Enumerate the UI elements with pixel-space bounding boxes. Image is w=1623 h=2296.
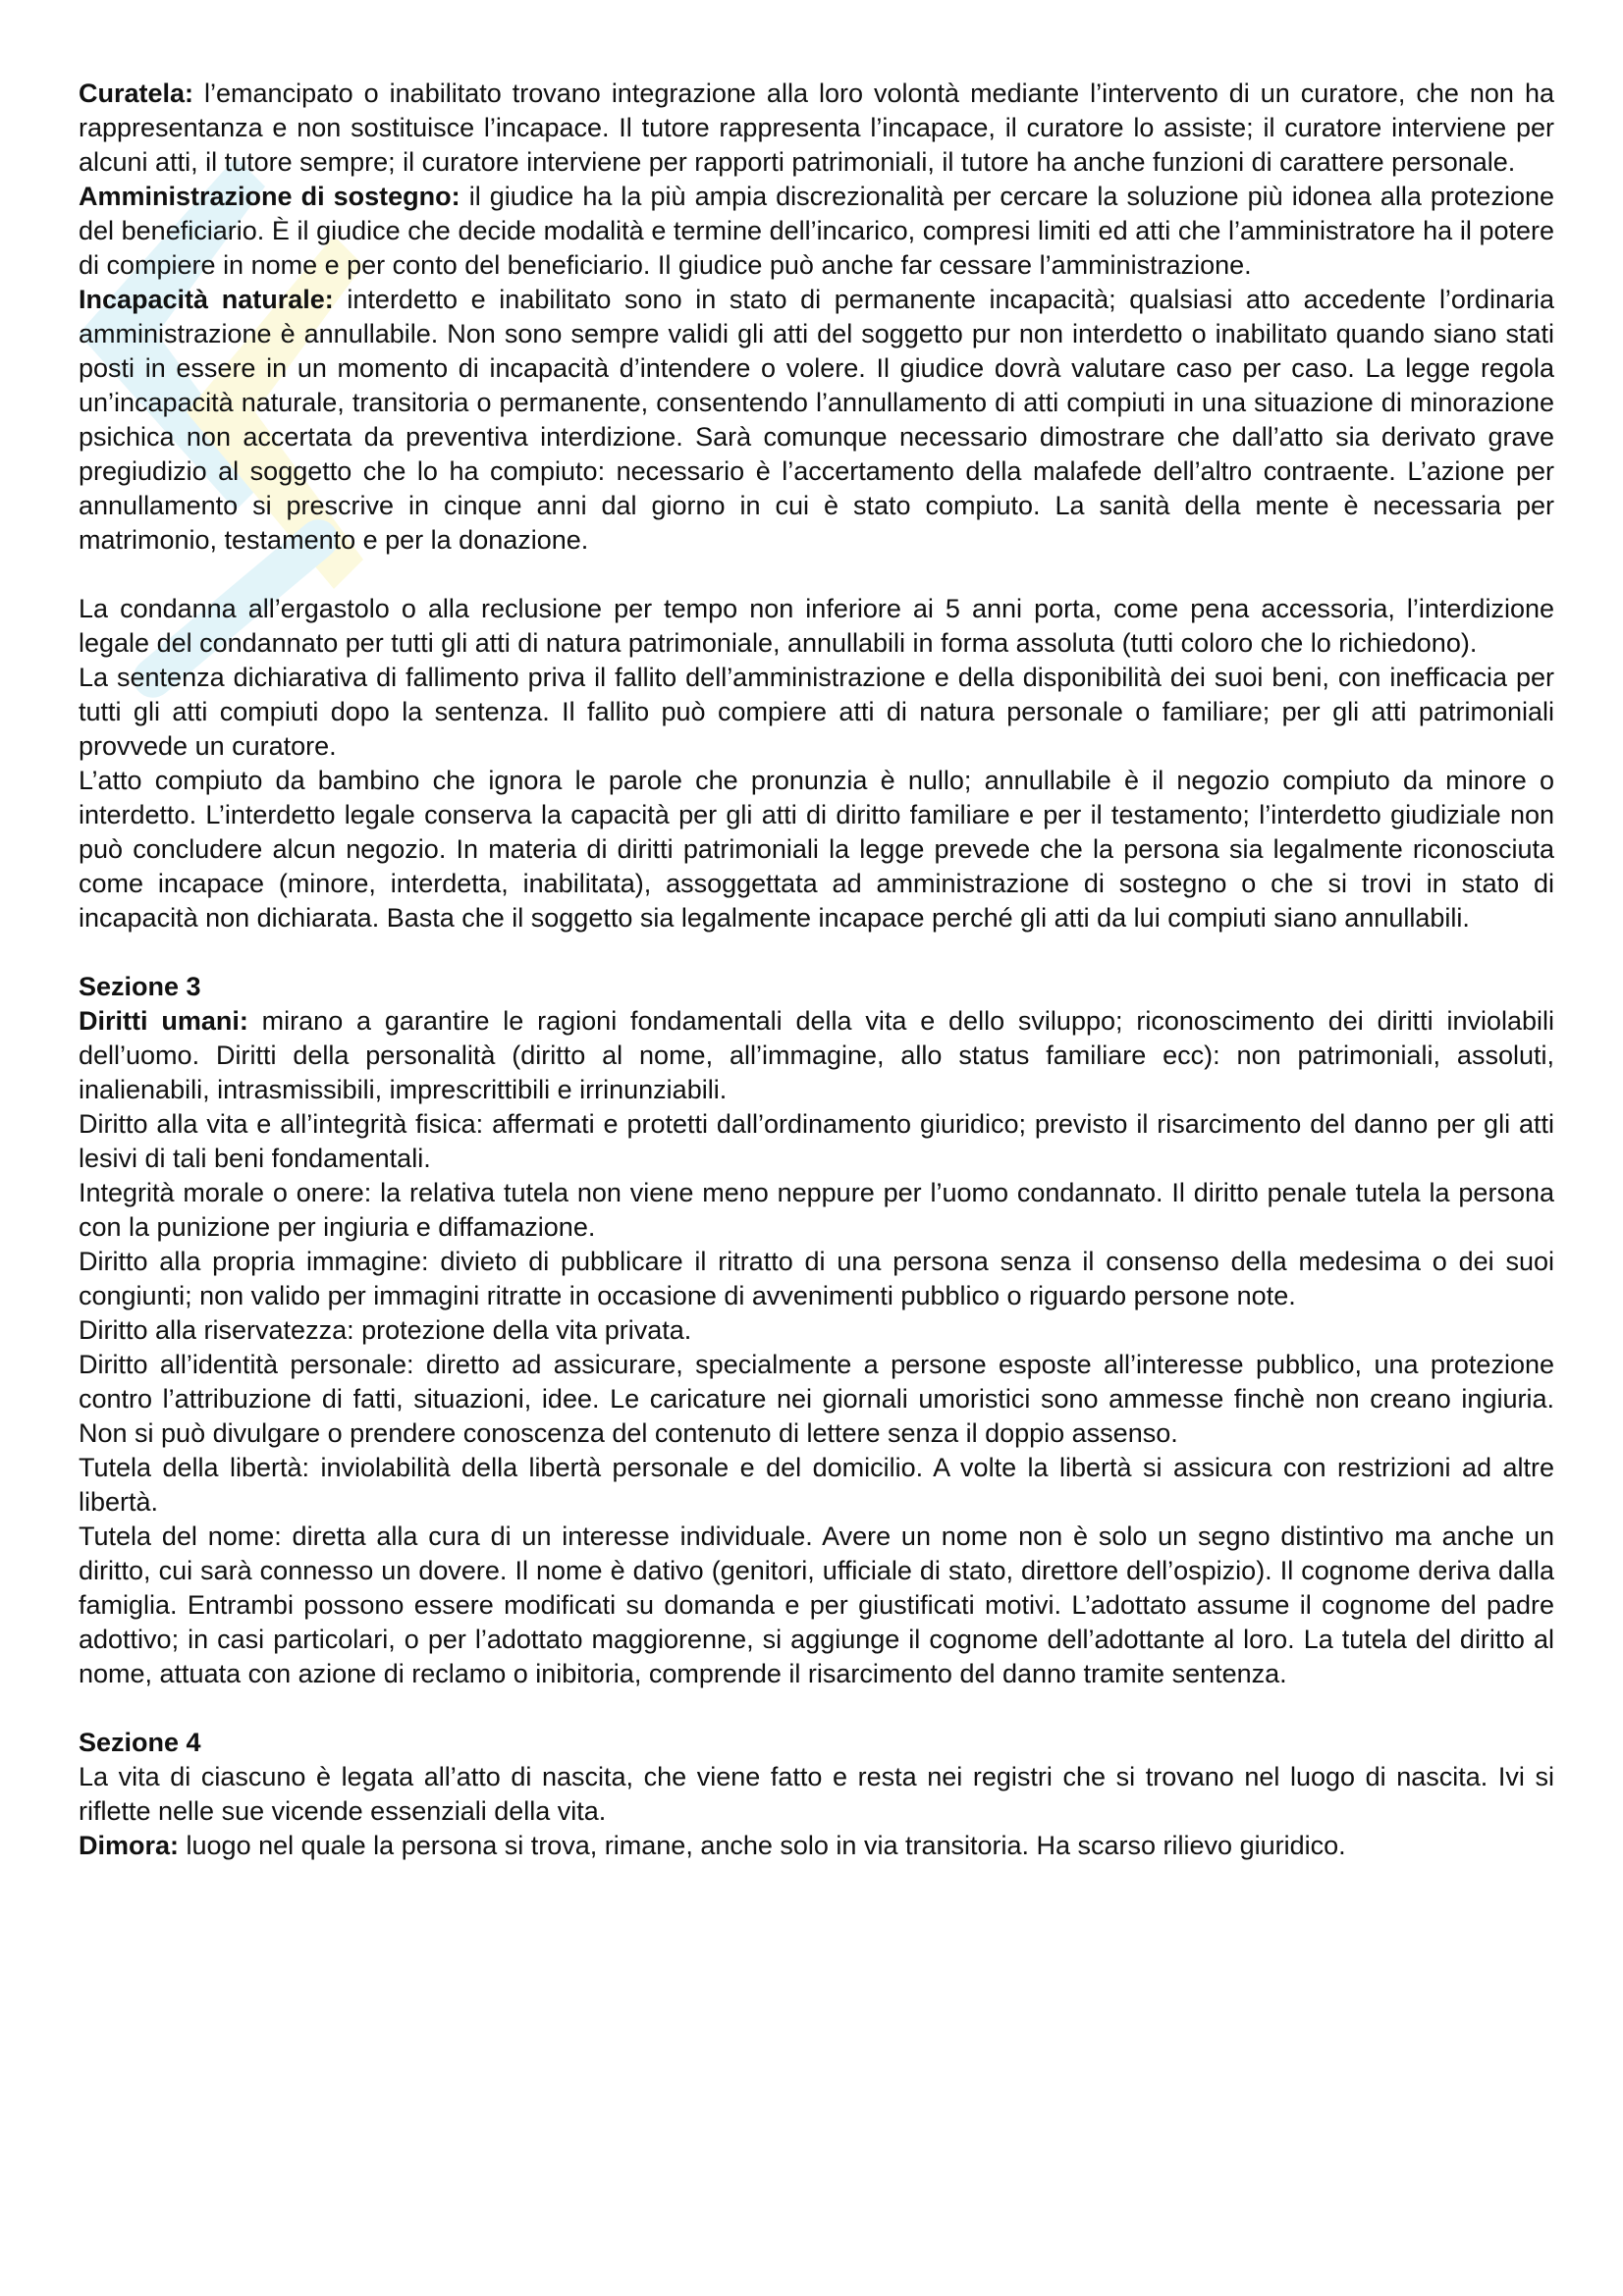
paragraph-diritto-vita: Diritto alla vita e all’integrità fisica: affermati e protetti dall’ordinamento giuridico; previsto il risarcimento del danno per gli atti lesivi di tali beni fondamentali. xyxy=(79,1109,1554,1173)
paragraph-tutela-liberta: Tutela della libertà: inviolabilità della libertà personale e del domicilio. A volte la libertà si assicura con restrizioni ad altre libertà. xyxy=(79,1453,1554,1517)
section-3-heading xyxy=(79,970,1554,1004)
text-amministrazione-sostegno: il giudice ha la più ampia discrezionalità per cercare la soluzione più idonea alla protezione del beneficiario. È il giudice che decide modalità e termine dell’incarico, compresi limiti ed atti che l’amministratore ha il potere di compiere in nome e per conto del beneficiario. Il giudice può anche far cessare l’amministrazione. xyxy=(79,182,1554,280)
paragraph-atto-nascita: La vita di ciascuno è legata all’atto di nascita, che viene fatto e resta nei registri che si trovano nel luogo di nascita. Ivi si riflette nelle sue vicende essenziali della vita. xyxy=(79,1762,1554,1826)
term-diritti-umani: Diritti umani: xyxy=(79,1006,248,1036)
section-3-heading-text: Sezione 3 xyxy=(79,972,201,1001)
section-4-heading-text: Sezione 4 xyxy=(79,1728,201,1757)
paragraph-integrita-morale: Integrità morale o onere: la relativa tutela non viene meno neppure per l’uomo condannato. Il diritto penale tutela la persona con la punizione per ingiuria e diffamazione. xyxy=(79,1178,1554,1242)
paragraph-diritti-umani xyxy=(79,1004,1554,1107)
paragraph-dimora xyxy=(79,1829,1554,1863)
paragraph-condanna: La condanna all’ergastolo o alla reclusione per tempo non inferiore ai 5 anni porta, come pena accessoria, l’interdizione legale del condannato per tutti gli atti di natura patrimoniale, annullabili in forma assoluta (tutti coloro che lo richiedono). xyxy=(79,594,1554,658)
paragraph-incapacita-naturale xyxy=(79,283,1554,558)
spacer xyxy=(79,935,1554,970)
paragraph-atto-bambino: L’atto compiuto da bambino che ignora le parole che pronunzia è nullo; annullabile è il negozio compiuto da minore o interdetto. L’interdetto legale conserva la capacità per gli atti di diritto familiare e per il testamento; l’interdetto giudiziale non può concludere alcun negozio. In materia di diritti patrimoniali la legge prevede che la persona sia legalmente riconosciuta come incapace (minore, interdetta, inabilitata), assoggettata ad amministrazione di sostegno o che si trovi in stato di incapacità non dichiarata. Basta che il soggetto sia legalmente incapace perché gli atti da lui compiuti siano annullabili. xyxy=(79,766,1554,933)
paragraph-amministrazione-sostegno xyxy=(79,180,1554,283)
paragraph-diritto-immagine: Diritto alla propria immagine: divieto di pubblicare il ritratto di una persona senza il consenso della medesima o dei suoi congiunti; non valido per immagini ritratte in occasione di avvenimenti pubblico o riguardo persone note. xyxy=(79,1247,1554,1310)
paragraph-fallimento: La sentenza dichiarativa di fallimento priva il fallito dell’amministrazione e della disponibilità dei suoi beni, con inefficacia per tutti gli atti compiuti dopo la sentenza. Il fallito può compiere atti di natura personale o familiare; per gli atti patrimoniali provvede un curatore. xyxy=(79,663,1554,761)
text-diritti-umani: mirano a garantire le ragioni fondamentali della vita e dello sviluppo; riconoscimento dei diritti inviolabili dell’uomo. Diritti della personalità (diritto al nome, all’immagine, allo status familiare ecc): non patrimoniali, assoluti, inalienabili, intrasmissibili, imprescrittibili e irrinunziabili. xyxy=(79,1006,1554,1104)
spacer xyxy=(79,1691,1554,1726)
term-dimora: Dimora: xyxy=(79,1831,180,1860)
spacer xyxy=(79,558,1554,592)
document-page xyxy=(79,77,1554,1863)
text-curatela: l’emancipato o inabilitato trovano integrazione alla loro volontà mediante l’intervento di un curatore, che non ha rappresentanza e non sostituisce l’incapace. Il tutore rappresenta l’incapace, il curatore lo assiste; il curatore interviene per alcuni atti, il tutore sempre; il curatore interviene per rapporti patrimoniali, il tutore ha anche funzioni di carattere personale. xyxy=(79,79,1554,177)
paragraph-curatela xyxy=(79,77,1554,180)
term-incapacita-naturale: Incapacità naturale: xyxy=(79,285,334,314)
term-amministrazione-sostegno: Amministrazione di sostegno: xyxy=(79,182,460,211)
section-4-heading xyxy=(79,1726,1554,1760)
text-incapacita-naturale: interdetto e inabilitato sono in stato di permanente incapacità; qualsiasi atto accedente l’ordinaria amministrazione è annullabile. Non sono sempre validi gli atti del soggetto pur non interdetto o inabilitato quando siano stati posti in essere in un momento di incapacità d’intendere o volere. Il giudice dovrà valutare caso per caso. La legge regola un’incapacità naturale, transitoria o permanente, consentendo l’annullamento di atti compiuti in una situazione di minorazione psichica non accertata da preventiva interdizione. Sarà comunque necessario dimostrare che dall’atto sia derivato grave pregiudizio al soggetto che lo ha compiuto: necessario è l’accertamento della malafede dell’altro contraente. L’azione per annullamento si prescrive in cinque anni dal giorno in cui è stato compiuto. La sanità della mente è necessaria per matrimonio, testamento e per la donazione. xyxy=(79,285,1554,555)
paragraph-diritto-riservatezza: Diritto alla riservatezza: protezione della vita privata. xyxy=(79,1315,692,1345)
paragraph-identita-personale: Diritto all’identità personale: diretto ad assicurare, specialmente a persone esposte all’interesse pubblico, una protezione contro l’attribuzione di fatti, situazioni, idee. Le caricature nei giornali umoristici sono ammesse finchè non creano ingiuria. Non si può divulgare o prendere conoscenza del contenuto di lettere senza il doppio assenso. xyxy=(79,1350,1554,1448)
term-curatela: Curatela: xyxy=(79,79,194,108)
text-dimora: luogo nel quale la persona si trova, rimane, anche solo in via transitoria. Ha scarso rilievo giuridico. xyxy=(179,1831,1346,1860)
paragraph-tutela-nome: Tutela del nome: diretta alla cura di un interesse individuale. Avere un nome non è solo un segno distintivo ma anche un diritto, cui sarà connesso un dovere. Il nome è dativo (genitori, ufficiale di stato, direttore dell’ospizio). Il cognome deriva dalla famiglia. Entrambi possono essere modificati su domanda e per giustificati motivi. L’adottato assume il cognome del padre adottivo; in casi particolari, o per l’adottato maggiorenne, si aggiunge il cognome dell’adottante al loro. La tutela del diritto al nome, attuata con azione di reclamo o inibitoria, comprende il risarcimento del danno tramite sentenza. xyxy=(79,1522,1554,1688)
